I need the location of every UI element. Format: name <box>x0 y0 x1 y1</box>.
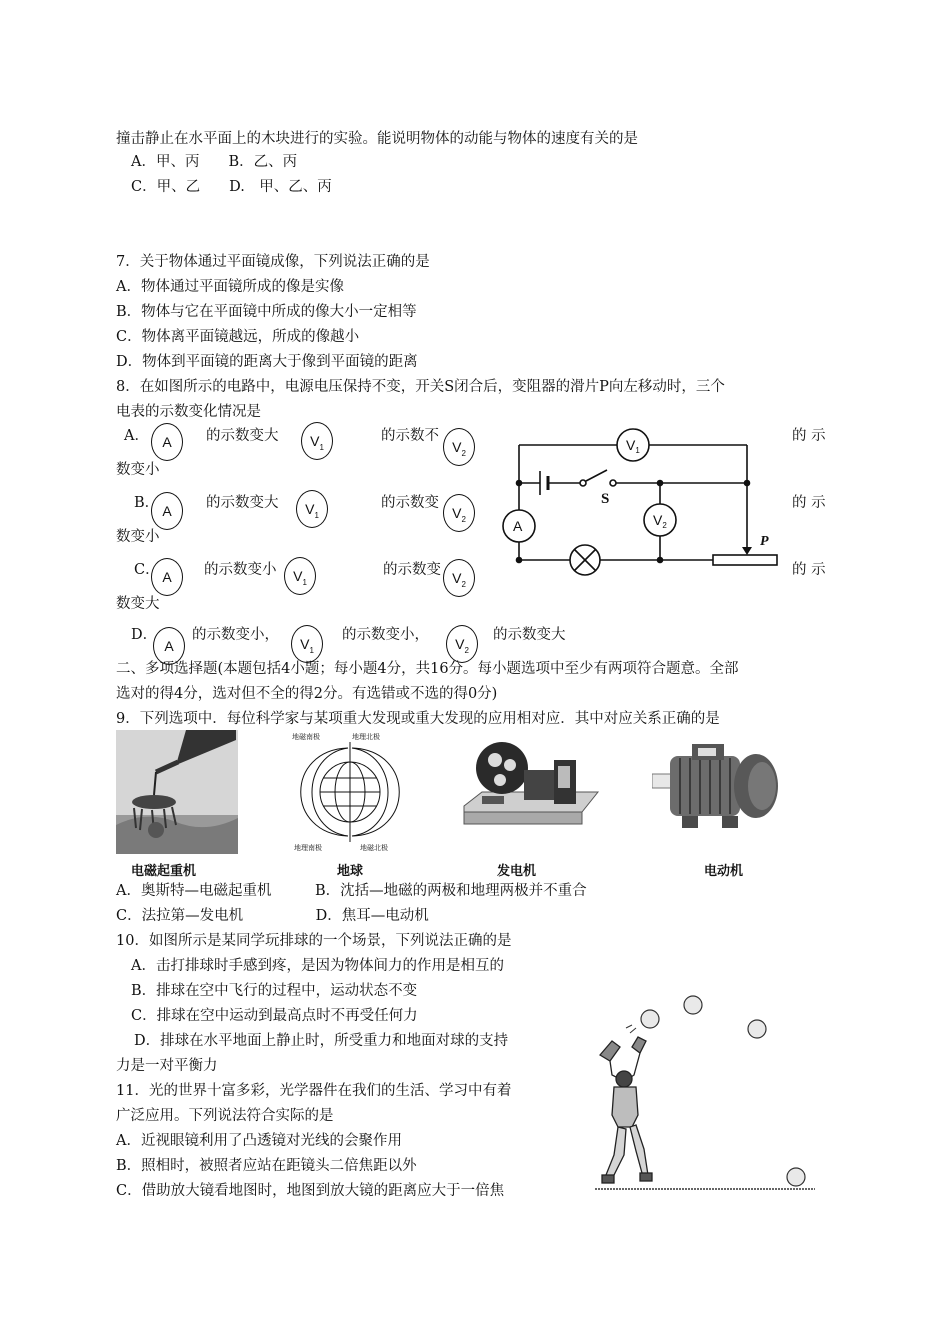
ammeter-symbol: A <box>151 492 183 530</box>
q10-option-a: A．击打排球时手感到疼，是因为物体间力的作用是相互的 <box>131 958 504 974</box>
q8-optD-text2: 的示数变小， <box>342 627 429 643</box>
q8-optD-label: D． <box>131 627 158 643</box>
q8-optC-cont: 数变大 <box>116 596 160 612</box>
voltmeter-v2-symbol: $V_2$ <box>443 428 475 466</box>
q8-optA-label: A． <box>124 428 149 444</box>
ammeter-symbol: A <box>151 423 183 461</box>
volleyball-player-image <box>590 995 820 1195</box>
q8-optB-text2: 的示数变 <box>381 495 439 511</box>
q11-option-b: B．照相时，被照者应站在距镜头二倍焦距以外 <box>116 1158 417 1174</box>
circuit-diagram <box>495 425 785 580</box>
q9-options-cd: C．法拉第—发电机 D．焦耳—电动机 <box>116 908 429 924</box>
q8-optC-text2: 的示数变 <box>383 562 441 578</box>
q10-option-b: B．排球在空中飞行的过程中，运动状态不变 <box>131 983 418 999</box>
q10-stem: 10．如图所示是某同学玩排球的一个场景，下列说法正确的是 <box>116 933 512 949</box>
q8-optB-text3: 的 示 <box>792 495 826 511</box>
voltmeter-v1-symbol: $V_1$ <box>301 422 333 460</box>
q6-options-cd: C．甲、乙 D. 甲、乙、丙 <box>131 179 332 195</box>
ammeter-symbol: A <box>151 558 183 596</box>
voltmeter-v1-symbol: $V_1$ <box>291 625 323 663</box>
q8-optA-cont: 数变小 <box>116 462 160 478</box>
svg-text:S: S <box>601 491 610 507</box>
q7-option-b: B．物体与它在平面镜中所成的像大小一定相等 <box>116 304 417 320</box>
electric-motor-image <box>652 742 780 834</box>
q7-option-d: D．物体到平面镜的距离大于像到平面镜的距离 <box>116 354 418 370</box>
caption-generator: 发电机 <box>497 864 537 879</box>
q8-optB-cont: 数变小 <box>116 529 160 545</box>
svg-text:P: P <box>760 534 769 549</box>
voltmeter-v2-symbol: $V_2$ <box>443 494 475 532</box>
q8-optB-text1: 的示数变大 <box>206 495 279 511</box>
q6-options-ab: A．甲、丙 B．乙、丙 <box>131 154 298 170</box>
q10-option-c: C．排球在空中运动到最高点时不再受任何力 <box>131 1008 418 1024</box>
q8-optC-label: C． <box>134 562 160 578</box>
q6-stem-line: 撞击静止在水平面上的木块进行的实验。能说明物体的动能与物体的速度有关的是 <box>116 131 638 147</box>
voltmeter-v2-symbol: $V_2$ <box>446 625 478 663</box>
q8-optB-label: B． <box>134 495 160 511</box>
q8-optA-text1: 的示数变大 <box>206 428 279 444</box>
svg-text:V1: $V_1$ <box>626 437 640 455</box>
q11-stem-line1: 11．光的世界十富多彩，光学器件在我们的生活、学习中有着 <box>116 1083 512 1099</box>
q10-option-d-cont: 力是一对平衡力 <box>116 1058 218 1074</box>
svg-text:地磁南极: 地磁南极 <box>292 733 320 741</box>
svg-text:V2: $V_2$ <box>653 512 667 530</box>
q8-optA-text3: 的 示 <box>792 428 826 444</box>
q10-option-d: D．排球在水平地面上静止时，所受重力和地面对球的支持 <box>134 1033 509 1049</box>
voltmeter-v2-symbol: $V_2$ <box>443 559 475 597</box>
q8-optC-text3: 的 示 <box>792 562 826 578</box>
caption-crane: 电磁起重机 <box>131 864 197 879</box>
voltmeter-v1-symbol: $V_1$ <box>296 490 328 528</box>
section2-line2: 选对的得4分，选对但不全的得2分。有选错或不选的得0分) <box>116 686 498 702</box>
caption-motor: 电动机 <box>704 864 744 879</box>
q7-option-c: C．物体离平面镜越远，所成的像越小 <box>116 329 360 345</box>
svg-text:地磁北极: 地磁北极 <box>360 844 388 852</box>
ammeter-symbol: A <box>153 627 185 665</box>
electromagnetic-crane-image <box>116 730 238 854</box>
q9-options-ab: A．奥斯特—电磁起重机 B．沈括—地磁的两极和地理两极并不重合 <box>116 883 587 899</box>
q8-stem-line1: 8．在如图所示的电路中，电源电压保持不变，开关S闭合后，变阻器的滑片P向左移动时，三个 <box>116 379 725 395</box>
q11-option-c: C．借助放大镜看地图时，地图到放大镜的距离应大于一倍焦 <box>116 1183 505 1199</box>
q8-optD-text3: 的示数变大 <box>493 627 566 643</box>
section2-line1: 二、多项选择题(本题包括4小题；每小题4分，共16分。每小题选项中至少有两项符合题意。全部 <box>116 661 739 677</box>
svg-text:地理南极: 地理南极 <box>294 844 322 852</box>
q9-stem: 9．下列选项中．每位科学家与某项重大发现或重大发现的应用相对应．其中对应关系正确的是 <box>116 711 720 727</box>
q8-optA-text2: 的示数不 <box>381 428 439 444</box>
q11-option-a: A．近视眼镜利用了凸透镜对光线的会聚作用 <box>116 1133 402 1149</box>
q7-option-a: A．物体通过平面镜所成的像是实像 <box>116 279 344 295</box>
q8-optD-text1: 的示数变小， <box>192 627 279 643</box>
caption-earth: 地球 <box>337 864 364 879</box>
q7-stem: 7．关于物体通过平面镜成像，下列说法正确的是 <box>116 254 430 270</box>
svg-text:A: A <box>513 518 523 534</box>
q8-stem-line2: 电表的示数变化情况是 <box>116 404 261 420</box>
voltmeter-v1-symbol: $V_1$ <box>284 557 316 595</box>
q11-stem-line2: 广泛应用。下列说法符合实际的是 <box>116 1108 334 1124</box>
generator-image <box>462 738 600 834</box>
q8-optC-text1: 的示数变小 <box>204 562 277 578</box>
earth-magnetic-field-image <box>290 730 410 854</box>
svg-text:地理北极: 地理北极 <box>352 733 380 741</box>
